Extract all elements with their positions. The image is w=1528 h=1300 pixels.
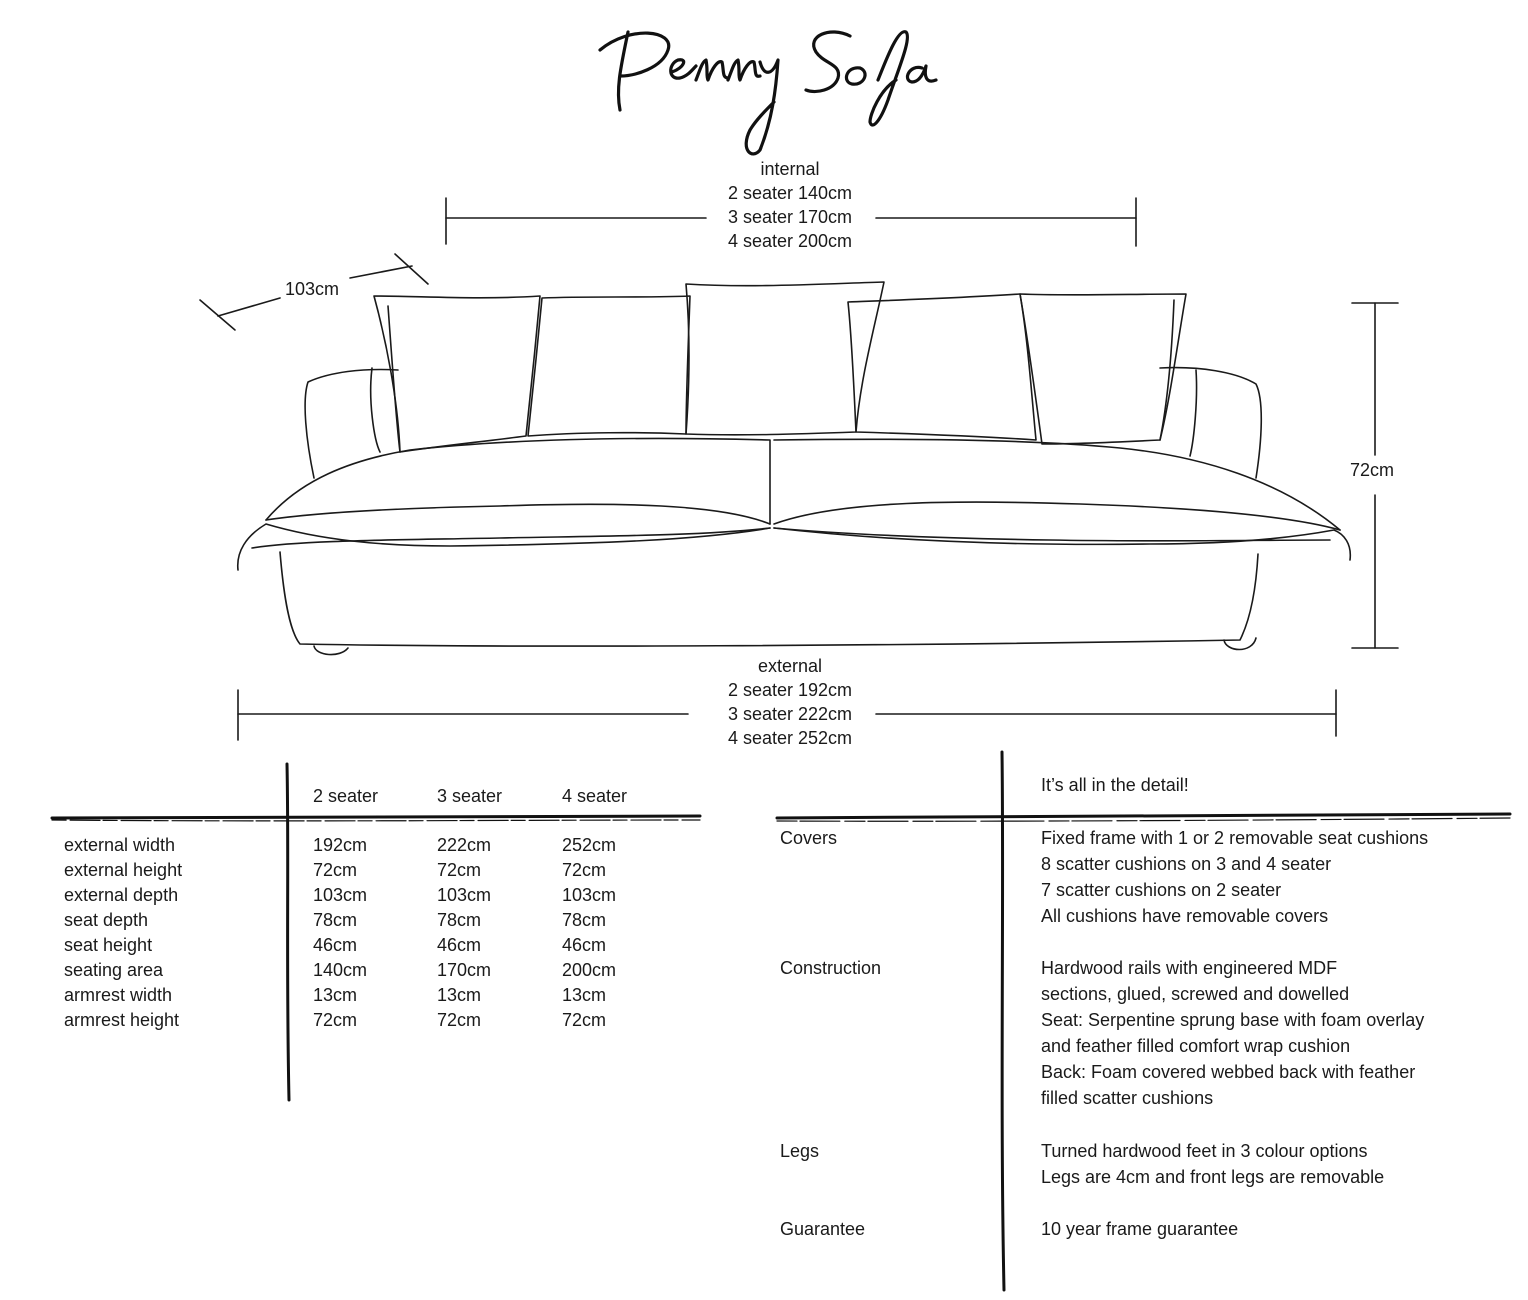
internal-line: 4 seater 200cm: [727, 231, 853, 251]
height-label: 72cm: [1350, 460, 1395, 480]
details-section-guarantee: [1041, 1216, 1238, 1242]
spec-label: external depth: [64, 885, 179, 905]
spec-value: 72cm: [437, 860, 482, 880]
spec-value: 46cm: [437, 935, 482, 955]
details-section-covers: [1041, 825, 1428, 929]
external-line: 2 seater 192cm: [727, 680, 853, 700]
spec-value: 103cm: [437, 885, 492, 905]
details-section-label: Legs: [780, 1141, 820, 1161]
details-line: 10 year frame guarantee: [1041, 1219, 1239, 1239]
details-section-construction: [1041, 955, 1424, 1111]
spec-label: seat height: [64, 935, 153, 955]
spec-value: 13cm: [437, 985, 482, 1005]
spec-value: 46cm: [313, 935, 358, 955]
specs-column-header: 4 seater: [562, 786, 628, 806]
external-line: 4 seater 252cm: [727, 728, 853, 748]
spec-value: 222cm: [437, 835, 492, 855]
external-heading: external: [757, 656, 823, 676]
spec-value: 78cm: [437, 910, 482, 930]
details-line: Hardwood rails with engineered MDF: [1041, 958, 1338, 978]
details-section-label: Guarantee: [780, 1219, 866, 1239]
details-line: filled scatter cushions: [1041, 1088, 1214, 1108]
details-section-label: Construction: [780, 958, 882, 978]
specs-column-header: 2 seater: [313, 786, 379, 806]
details-section-label: Covers: [780, 828, 838, 848]
details-line: All cushions have removable covers: [1041, 906, 1329, 926]
spec-label: seat depth: [64, 910, 149, 930]
spec-value: 103cm: [313, 885, 368, 905]
details-line: and feather filled comfort wrap cushion: [1041, 1036, 1351, 1056]
spec-label: external width: [64, 835, 176, 855]
spec-value: 200cm: [562, 960, 617, 980]
external-line: 3 seater 222cm: [727, 704, 853, 724]
internal-line: 3 seater 170cm: [727, 207, 853, 227]
spec-value: 72cm: [562, 860, 607, 880]
details-line: 8 scatter cushions on 3 and 4 seater: [1041, 854, 1332, 874]
details-line: Legs are 4cm and front legs are removable: [1041, 1167, 1385, 1187]
spec-value: 252cm: [562, 835, 617, 855]
internal-heading: internal: [760, 159, 820, 179]
spec-value: 140cm: [313, 960, 368, 980]
details-line: Turned hardwood feet in 3 colour options: [1041, 1141, 1368, 1161]
spec-label: armrest height: [64, 1010, 180, 1030]
details-line: Seat: Serpentine sprung base with foam overlay: [1041, 1010, 1425, 1030]
spec-value: 72cm: [313, 1010, 358, 1030]
internal-line: 2 seater 140cm: [727, 183, 853, 203]
spec-value: 78cm: [562, 910, 607, 930]
details-line: sections, glued, screwed and dowelled: [1041, 984, 1350, 1004]
spec-value: 170cm: [437, 960, 492, 980]
spec-value: 13cm: [562, 985, 607, 1005]
spec-label: armrest width: [64, 985, 173, 1005]
spec-value: 78cm: [313, 910, 358, 930]
details-line: 7 scatter cushions on 2 seater: [1041, 880, 1282, 900]
spec-value: 103cm: [562, 885, 617, 905]
details-line: Fixed frame with 1 or 2 removable seat cushions: [1041, 828, 1429, 848]
spec-value: 13cm: [313, 985, 358, 1005]
depth-label: 103cm: [285, 279, 340, 299]
details-section-legs: [1041, 1138, 1384, 1190]
spec-label: seating area: [64, 960, 164, 980]
details-title: It’s all in the detail!: [1041, 775, 1189, 795]
specs-column-header: 3 seater: [437, 786, 503, 806]
spec-value: 72cm: [437, 1010, 482, 1030]
spec-value: 46cm: [562, 935, 607, 955]
spec-value: 72cm: [562, 1010, 607, 1030]
spec-label: external height: [64, 860, 183, 880]
details-line: Back: Foam covered webbed back with feather: [1041, 1062, 1416, 1082]
spec-value: 72cm: [313, 860, 358, 880]
spec-value: 192cm: [313, 835, 368, 855]
